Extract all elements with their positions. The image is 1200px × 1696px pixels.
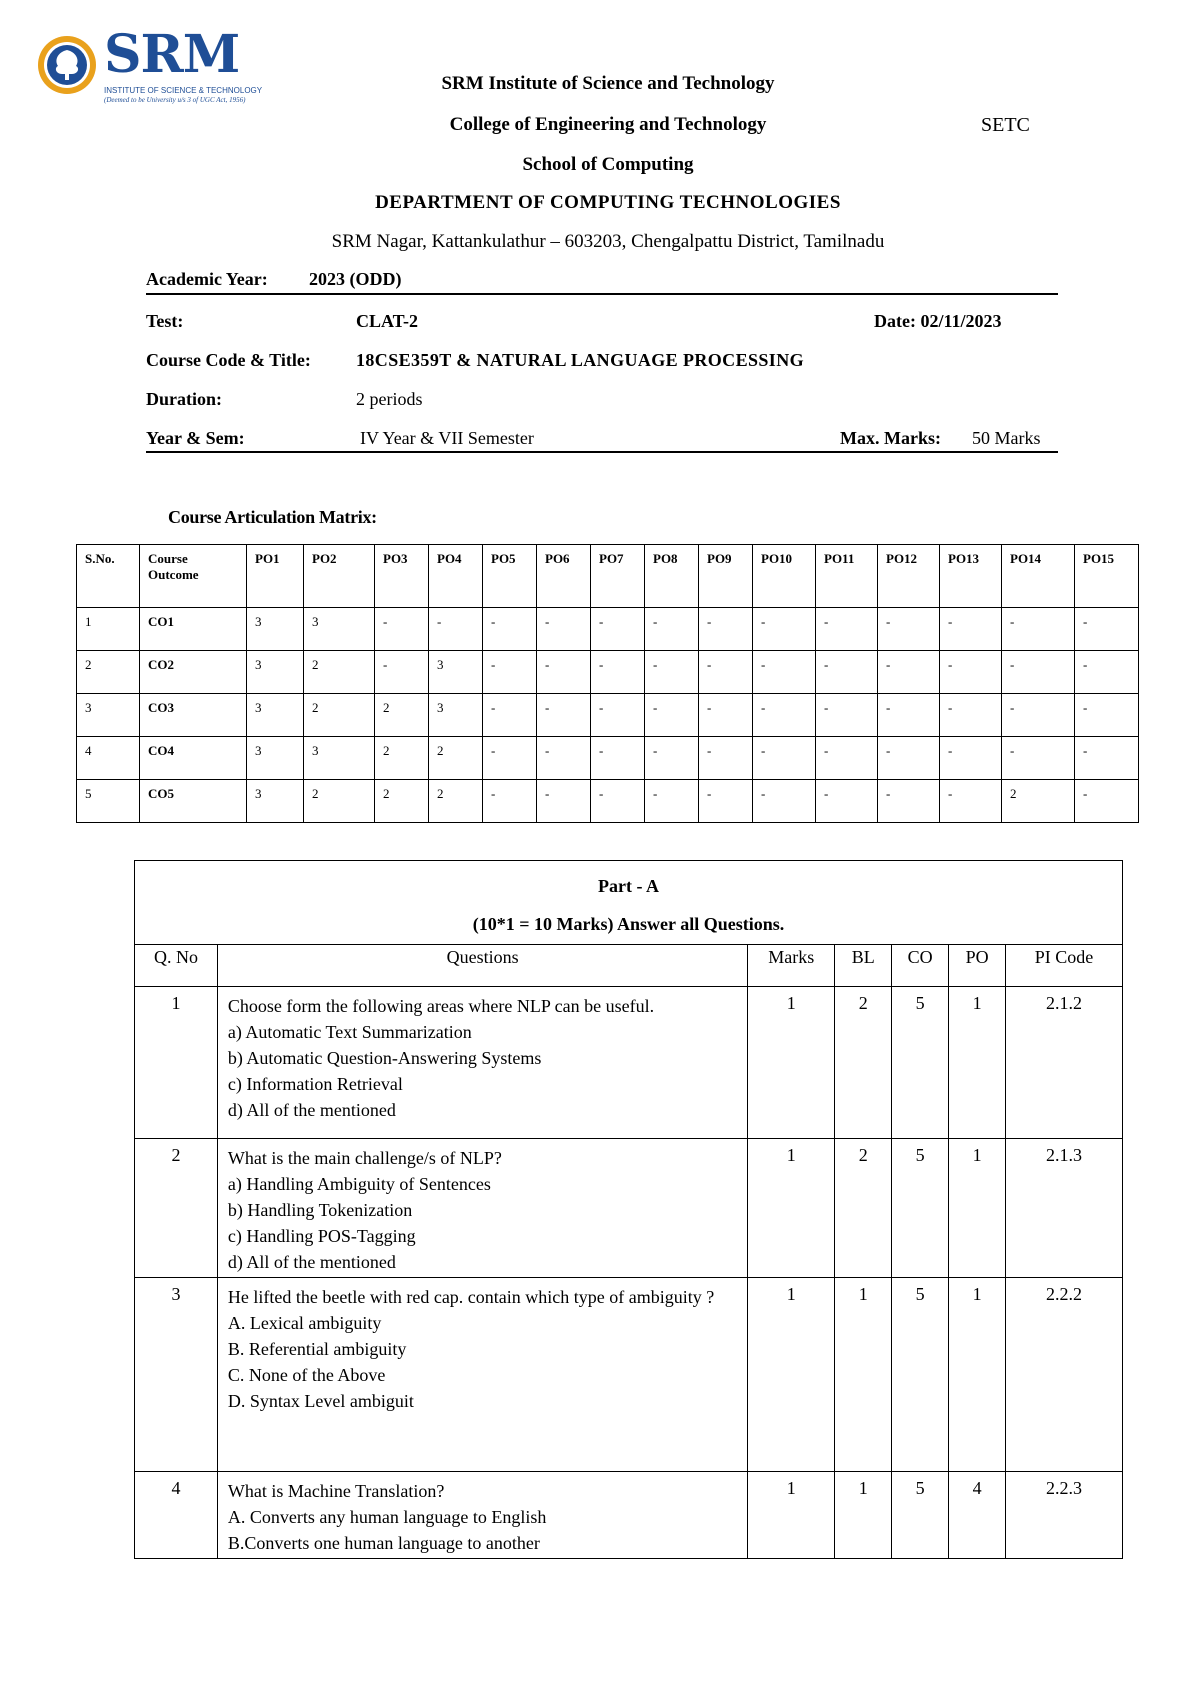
matrix-cell: - bbox=[699, 651, 753, 694]
header-divider bbox=[146, 293, 1058, 295]
question-text bbox=[217, 987, 747, 1139]
question-option: B. Referential ambiguity bbox=[227, 1339, 407, 1359]
matrix-cell: - bbox=[816, 737, 878, 780]
year-sem-value: IV Year & VII Semester bbox=[360, 428, 534, 448]
matrix-cell: - bbox=[940, 608, 1002, 651]
matrix-cell: 2 bbox=[304, 780, 375, 823]
matrix-row bbox=[77, 651, 1139, 694]
question-marks: 1 bbox=[748, 1472, 835, 1559]
question-header-cell: Marks bbox=[748, 945, 835, 987]
matrix-cell: - bbox=[940, 780, 1002, 823]
matrix-cell: - bbox=[1075, 737, 1139, 780]
institute-name: SRM Institute of Science and Technology bbox=[441, 73, 775, 94]
question-pi-code: 2.2.2 bbox=[1006, 1278, 1123, 1472]
school-name: School of Computing bbox=[522, 154, 694, 175]
academic-year-value: 2023 (ODD) bbox=[309, 269, 402, 289]
question-number: 1 bbox=[135, 987, 218, 1139]
matrix-cell: - bbox=[816, 780, 878, 823]
matrix-cell: - bbox=[1002, 651, 1075, 694]
matrix-cell: 3 bbox=[77, 694, 140, 737]
logo-wordmark: SRM bbox=[104, 24, 240, 85]
matrix-title: Course Articulation Matrix: bbox=[168, 507, 377, 527]
duration-value: 2 periods bbox=[356, 389, 423, 409]
part-a-subtitle: (10*1 = 10 Marks) Answer all Questions. bbox=[472, 914, 785, 934]
question-stem: What is the main challenge/s of NLP? bbox=[227, 1148, 502, 1168]
part-a-title: Part - A bbox=[598, 876, 659, 896]
duration-label: Duration: bbox=[146, 389, 222, 409]
matrix-header-cell: PO2 bbox=[304, 545, 375, 608]
question-option: d) All of the mentioned bbox=[227, 1100, 396, 1120]
question-co: 5 bbox=[892, 1472, 949, 1559]
matrix-cell: 3 bbox=[429, 694, 483, 737]
matrix-cell: - bbox=[1002, 608, 1075, 651]
question-header-cell: BL bbox=[835, 945, 892, 987]
matrix-cell: 1 bbox=[77, 608, 140, 651]
matrix-cell: - bbox=[753, 737, 816, 780]
question-co: 5 bbox=[892, 1278, 949, 1472]
matrix-header-cell: PO9 bbox=[699, 545, 753, 608]
test-label: Test: bbox=[146, 311, 184, 331]
matrix-cell: - bbox=[1075, 780, 1139, 823]
matrix-cell: CO3 bbox=[140, 694, 247, 737]
matrix-cell: - bbox=[753, 651, 816, 694]
matrix-header-cell: PO6 bbox=[537, 545, 591, 608]
matrix-cell: - bbox=[483, 651, 537, 694]
matrix-cell: - bbox=[699, 780, 753, 823]
matrix-cell: - bbox=[753, 780, 816, 823]
matrix-cell: - bbox=[591, 780, 645, 823]
question-header-cell: Questions bbox=[217, 945, 747, 987]
matrix-cell: - bbox=[483, 608, 537, 651]
srm-logo bbox=[36, 24, 263, 110]
matrix-cell: - bbox=[878, 694, 940, 737]
matrix-header-cell: PO13 bbox=[940, 545, 1002, 608]
academic-year-label: Academic Year: bbox=[146, 269, 268, 289]
matrix-row bbox=[77, 694, 1139, 737]
question-option: b) Automatic Question-Answering Systems bbox=[227, 1048, 542, 1068]
question-stem: What is Machine Translation? bbox=[227, 1481, 445, 1501]
question-row bbox=[135, 1278, 1123, 1472]
question-header-cell: Q. No bbox=[135, 945, 218, 987]
matrix-cell: - bbox=[591, 694, 645, 737]
matrix-header-cell: PO8 bbox=[645, 545, 699, 608]
question-text bbox=[217, 1278, 747, 1472]
question-option: B.Converts one human language to another bbox=[227, 1533, 540, 1553]
date-label: Date: 02/11/2023 bbox=[874, 311, 1002, 331]
question-bl: 2 bbox=[835, 987, 892, 1139]
matrix-cell: - bbox=[1002, 737, 1075, 780]
matrix-cell: 2 bbox=[1002, 780, 1075, 823]
matrix-cell: 3 bbox=[247, 737, 304, 780]
matrix-cell: - bbox=[1002, 694, 1075, 737]
matrix-cell: - bbox=[645, 780, 699, 823]
matrix-cell: 2 bbox=[77, 651, 140, 694]
matrix-header-cell: PO10 bbox=[753, 545, 816, 608]
question-po: 1 bbox=[949, 1139, 1006, 1278]
matrix-row bbox=[77, 737, 1139, 780]
articulation-matrix bbox=[76, 544, 1139, 823]
matrix-cell: - bbox=[537, 694, 591, 737]
matrix-cell: 5 bbox=[77, 780, 140, 823]
matrix-cell: - bbox=[483, 694, 537, 737]
question-co: 5 bbox=[892, 1139, 949, 1278]
question-pi-code: 2.1.3 bbox=[1006, 1139, 1123, 1278]
question-row bbox=[135, 987, 1123, 1139]
matrix-cell: - bbox=[878, 651, 940, 694]
college-name: College of Engineering and Technology bbox=[449, 114, 767, 135]
matrix-cell: 2 bbox=[304, 694, 375, 737]
matrix-cell: - bbox=[816, 608, 878, 651]
question-marks: 1 bbox=[748, 1139, 835, 1278]
matrix-row bbox=[77, 608, 1139, 651]
question-bl: 2 bbox=[835, 1139, 892, 1278]
question-marks: 1 bbox=[748, 1278, 835, 1472]
question-option: A. Converts any human language to English bbox=[227, 1507, 547, 1527]
question-option: C. None of the Above bbox=[227, 1365, 386, 1385]
matrix-header-cell: PO3 bbox=[375, 545, 429, 608]
matrix-cell: - bbox=[375, 608, 429, 651]
matrix-cell: 3 bbox=[247, 608, 304, 651]
matrix-cell: - bbox=[591, 651, 645, 694]
matrix-cell: - bbox=[645, 608, 699, 651]
matrix-cell: - bbox=[429, 608, 483, 651]
question-option: c) Handling POS-Tagging bbox=[227, 1226, 416, 1246]
question-po: 1 bbox=[949, 987, 1006, 1139]
matrix-cell: - bbox=[483, 737, 537, 780]
matrix-cell: - bbox=[753, 608, 816, 651]
matrix-cell: - bbox=[699, 694, 753, 737]
matrix-cell: - bbox=[483, 780, 537, 823]
matrix-cell: 2 bbox=[375, 694, 429, 737]
max-marks-value: 50 Marks bbox=[972, 428, 1041, 448]
matrix-cell: 2 bbox=[429, 780, 483, 823]
setc-label: SETC bbox=[981, 114, 1030, 136]
department-name: DEPARTMENT OF COMPUTING TECHNOLOGIES bbox=[375, 192, 841, 213]
matrix-cell: - bbox=[537, 737, 591, 780]
question-pi-code: 2.2.3 bbox=[1006, 1472, 1123, 1559]
matrix-cell: - bbox=[645, 651, 699, 694]
question-text bbox=[217, 1139, 747, 1278]
matrix-cell: - bbox=[816, 694, 878, 737]
question-row bbox=[135, 1139, 1123, 1278]
matrix-cell: CO2 bbox=[140, 651, 247, 694]
matrix-header-cell: PO15 bbox=[1075, 545, 1139, 608]
question-po: 1 bbox=[949, 1278, 1006, 1472]
matrix-cell: 3 bbox=[247, 651, 304, 694]
max-marks-label: Max. Marks: bbox=[840, 428, 941, 448]
matrix-cell: - bbox=[591, 608, 645, 651]
matrix-cell: - bbox=[375, 651, 429, 694]
question-co: 5 bbox=[892, 987, 949, 1139]
matrix-cell: 3 bbox=[304, 737, 375, 780]
matrix-cell: - bbox=[537, 780, 591, 823]
matrix-cell: CO1 bbox=[140, 608, 247, 651]
matrix-cell: - bbox=[878, 737, 940, 780]
matrix-cell: - bbox=[645, 737, 699, 780]
matrix-cell: 2 bbox=[304, 651, 375, 694]
matrix-cell: - bbox=[699, 608, 753, 651]
question-po: 4 bbox=[949, 1472, 1006, 1559]
course-value: 18CSE359T & NATURAL LANGUAGE PROCESSING bbox=[356, 350, 805, 370]
matrix-header-cell: PO14 bbox=[1002, 545, 1075, 608]
matrix-header-cell: S.No. bbox=[77, 545, 140, 608]
matrix-cell: - bbox=[537, 651, 591, 694]
matrix-header-cell: PO7 bbox=[591, 545, 645, 608]
part-a-table bbox=[134, 860, 1123, 1559]
matrix-cell: 3 bbox=[247, 780, 304, 823]
matrix-cell: - bbox=[940, 737, 1002, 780]
matrix-cell: - bbox=[878, 608, 940, 651]
question-option: A. Lexical ambiguity bbox=[227, 1313, 382, 1333]
matrix-header-cell: PO11 bbox=[816, 545, 878, 608]
question-option: d) All of the mentioned bbox=[227, 1252, 396, 1272]
question-option: c) Information Retrieval bbox=[227, 1074, 403, 1094]
question-header-cell: PI Code bbox=[1006, 945, 1123, 987]
question-number: 2 bbox=[135, 1139, 218, 1278]
logo-tagline: INSTITUTE OF SCIENCE & TECHNOLOGY bbox=[104, 86, 263, 95]
question-header-cell: CO bbox=[892, 945, 949, 987]
matrix-cell: 3 bbox=[429, 651, 483, 694]
test-value: CLAT-2 bbox=[356, 311, 419, 331]
matrix-cell: - bbox=[1075, 651, 1139, 694]
part-a-header bbox=[135, 861, 1123, 945]
matrix-cell: - bbox=[1075, 608, 1139, 651]
matrix-header-cell: PO1 bbox=[247, 545, 304, 608]
question-option: D. Syntax Level ambiguit bbox=[227, 1391, 414, 1411]
matrix-cell: - bbox=[878, 780, 940, 823]
question-option: b) Handling Tokenization bbox=[227, 1200, 413, 1220]
question-bl: 1 bbox=[835, 1472, 892, 1559]
matrix-cell: 4 bbox=[77, 737, 140, 780]
matrix-cell: - bbox=[753, 694, 816, 737]
matrix-header-cell: PO5 bbox=[483, 545, 537, 608]
matrix-header-cell: PO12 bbox=[878, 545, 940, 608]
question-marks: 1 bbox=[748, 987, 835, 1139]
address: SRM Nagar, Kattankulathur – 603203, Chengalpattu District, Tamilnadu bbox=[331, 231, 885, 252]
logo-subtagline: (Deemed to be University u/s 3 of UGC Act, 1956) bbox=[104, 96, 246, 104]
matrix-cell: 3 bbox=[247, 694, 304, 737]
matrix-cell: 2 bbox=[429, 737, 483, 780]
matrix-cell: - bbox=[699, 737, 753, 780]
course-label: Course Code & Title: bbox=[146, 350, 311, 370]
matrix-cell: 2 bbox=[375, 737, 429, 780]
matrix-cell: - bbox=[816, 651, 878, 694]
question-pi-code: 2.1.2 bbox=[1006, 987, 1123, 1139]
question-row bbox=[135, 1472, 1123, 1559]
question-header-cell: PO bbox=[949, 945, 1006, 987]
question-number: 3 bbox=[135, 1278, 218, 1472]
matrix-cell: - bbox=[1075, 694, 1139, 737]
matrix-cell: CO4 bbox=[140, 737, 247, 780]
question-bl: 1 bbox=[835, 1278, 892, 1472]
question-number: 4 bbox=[135, 1472, 218, 1559]
matrix-cell: - bbox=[591, 737, 645, 780]
matrix-header-cell: Course Outcome bbox=[140, 545, 247, 608]
matrix-cell: - bbox=[645, 694, 699, 737]
matrix-row bbox=[77, 780, 1139, 823]
matrix-cell: 3 bbox=[304, 608, 375, 651]
year-sem-label: Year & Sem: bbox=[146, 428, 245, 448]
question-option: a) Handling Ambiguity of Sentences bbox=[227, 1174, 491, 1194]
question-text bbox=[217, 1472, 747, 1559]
matrix-header-cell: PO4 bbox=[429, 545, 483, 608]
info-divider bbox=[146, 451, 1058, 453]
matrix-cell: CO5 bbox=[140, 780, 247, 823]
question-stem: Choose form the following areas where NLP can be useful. bbox=[227, 996, 655, 1016]
matrix-cell: 2 bbox=[375, 780, 429, 823]
matrix-cell: - bbox=[537, 608, 591, 651]
matrix-cell: - bbox=[940, 651, 1002, 694]
matrix-cell: - bbox=[940, 694, 1002, 737]
question-option: a) Automatic Text Summarization bbox=[227, 1022, 472, 1042]
question-stem: He lifted the beetle with red cap. contain which type of ambiguity ? bbox=[227, 1287, 715, 1307]
